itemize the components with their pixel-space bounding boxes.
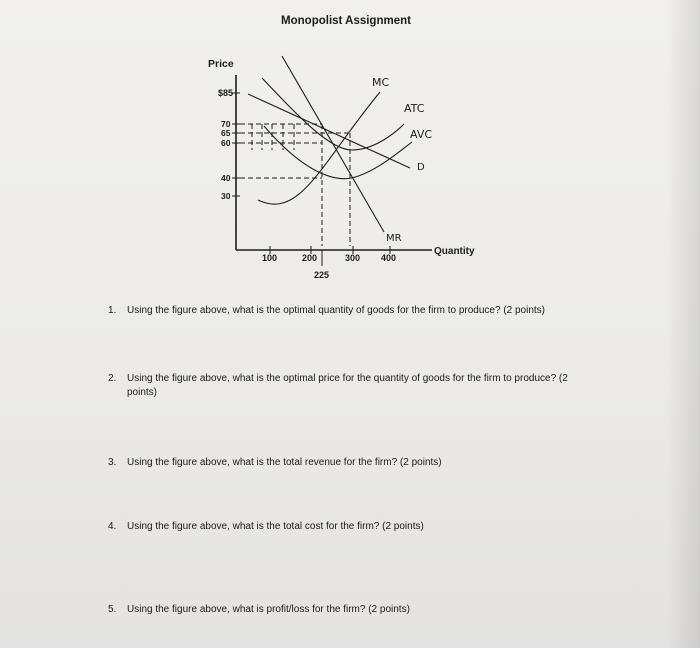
y-tick-label: 60 [221, 138, 231, 148]
question-5: 5. Using the figure above, what is profit/loss for the firm? (2 points) [108, 604, 410, 615]
mc-curve [258, 92, 380, 204]
page-title: Monopolist Assignment [281, 15, 411, 27]
y-tick-label: $85 [218, 88, 234, 98]
atc-label: ATC [404, 102, 425, 115]
avc-label: AVC [410, 128, 433, 141]
x-axis-label: Quantity [434, 246, 475, 257]
x-tick-label: 100 [262, 253, 278, 263]
mc-label: MC [372, 76, 390, 89]
demand-label: D [417, 162, 425, 173]
question-1: 1. Using the figure above, what is the optimal quantity of goods for the firm to produce? (2 points) [108, 305, 546, 316]
question-3: 3. Using the figure above, what is the total revenue for the firm? (2 points) [108, 457, 442, 468]
demand-curve [248, 94, 410, 168]
question-2: 2. Using the figure above, what is the optimal price for the quantity of goods for the firm to produce? (2 points) [108, 373, 568, 398]
mr-label: MR [386, 233, 402, 244]
x-tick-label: 300 [345, 253, 361, 263]
y-tick-label: 70 [221, 119, 231, 129]
y-tick-label: 40 [221, 173, 231, 183]
monopoly-graph [0, 0, 700, 300]
x-extra-tick-label: 225 [314, 270, 330, 280]
question-4: 4. Using the figure above, what is the total cost for the firm? (2 points) [108, 521, 424, 532]
y-tick-label: 30 [221, 191, 231, 201]
y-tick-label: 65 [221, 128, 231, 138]
x-tick-label: 200 [302, 253, 318, 263]
guide-lines [240, 124, 350, 246]
y-axis-label: Price [208, 58, 234, 70]
x-tick-label: 400 [381, 253, 397, 263]
